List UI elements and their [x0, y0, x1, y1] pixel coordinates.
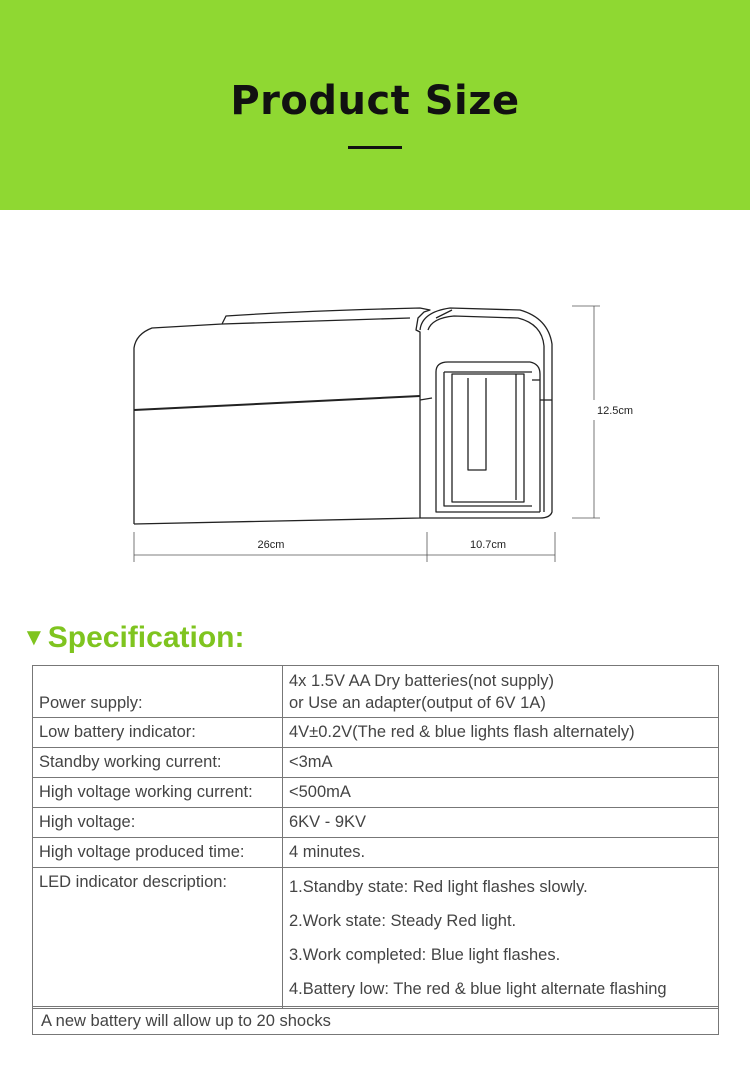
spec-label: LED indicator description: — [33, 868, 283, 1009]
table-row — [33, 778, 719, 808]
table-row — [33, 718, 719, 748]
product-dimension-drawing — [0, 290, 750, 580]
spec-value: <3mA — [283, 748, 719, 778]
table-row — [33, 748, 719, 778]
specification-heading — [22, 621, 244, 655]
spec-value: 6KV - 9KV — [283, 808, 719, 838]
spec-value: 4 minutes. — [283, 838, 719, 868]
triangle-down-icon: ▼ — [22, 624, 46, 651]
spec-value-line: 3.Work completed: Blue light flashes. — [289, 946, 561, 964]
battery-note: A new battery will allow up to 20 shocks — [32, 1006, 719, 1035]
spec-value-line: or Use an adapter(output of 6V 1A) — [289, 693, 546, 712]
height-dimension-label: 12.5cm — [597, 405, 634, 417]
spec-value — [283, 868, 719, 1009]
spec-label: High voltage produced time: — [33, 838, 283, 868]
spec-label: Standby working current: — [33, 748, 283, 778]
spec-value-line: 2.Work state: Steady Red light. — [289, 912, 517, 930]
spec-label: Power supply: — [33, 666, 283, 718]
title-banner — [0, 0, 750, 210]
spec-value-line: 4x 1.5V AA Dry batteries(not supply) — [289, 671, 555, 690]
width-dimension-label: 10.7cm — [469, 539, 507, 551]
spec-value-line: 1.Standby state: Red light flashes slowly. — [289, 878, 588, 896]
length-dimension-label: 26cm — [257, 539, 285, 551]
spec-value: <500mA — [283, 778, 719, 808]
table-row — [33, 666, 719, 718]
table-row — [33, 868, 719, 1009]
page-title: Product Size — [230, 78, 520, 124]
table-row — [33, 808, 719, 838]
spec-value-line: 4.Battery low: The red & blue light alternate flashing — [289, 980, 667, 998]
spec-value: 4V±0.2V(The red & blue lights flash alternately) — [283, 718, 719, 748]
spec-label: High voltage: — [33, 808, 283, 838]
device-body-outline — [134, 308, 430, 524]
specification-heading-text: Specification: — [47, 621, 245, 654]
table-row — [33, 838, 719, 868]
spec-label: Low battery indicator: — [33, 718, 283, 748]
spec-value — [283, 666, 719, 718]
title-underline — [348, 146, 402, 149]
specification-table — [32, 665, 719, 1009]
spec-label: High voltage working current: — [33, 778, 283, 808]
